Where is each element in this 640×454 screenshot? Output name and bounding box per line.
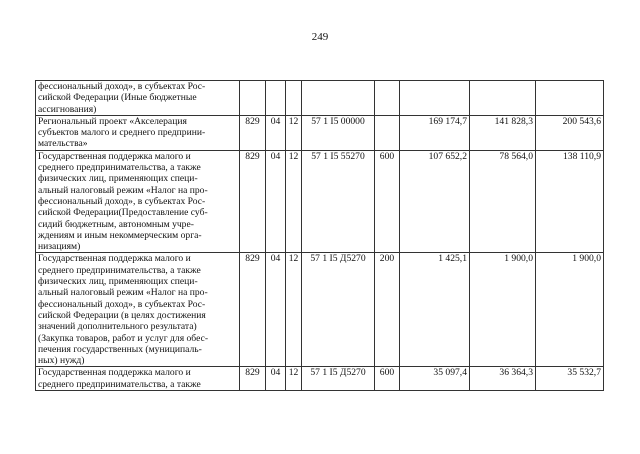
table-row xyxy=(36,115,604,150)
expense-type: 600 xyxy=(375,367,400,391)
amount-year-1: 107 652,2 xyxy=(400,150,470,253)
amount-year-1: 35 097,4 xyxy=(400,367,470,391)
amount-year-3: 138 110,9 xyxy=(536,150,604,253)
amount-year-1: 1 425,1 xyxy=(400,253,470,367)
table-row xyxy=(36,81,604,116)
amount-year-2: 1 900,0 xyxy=(470,253,536,367)
expense-type xyxy=(375,81,400,116)
target-article: 57 1 I5 55270 xyxy=(302,150,375,253)
target-article: 57 1 I5 Д5270 xyxy=(302,367,375,391)
amount-year-3: 1 900,0 xyxy=(536,253,604,367)
expense-type: 600 xyxy=(375,150,400,253)
amount-year-2: 36 364,3 xyxy=(470,367,536,391)
ministry-code: 829 xyxy=(240,115,266,150)
subsection-code: 12 xyxy=(286,253,302,367)
amount-year-1: 169 174,7 xyxy=(400,115,470,150)
target-article: 57 1 I5 Д5270 xyxy=(302,253,375,367)
expense-type: 200 xyxy=(375,253,400,367)
amount-year-3 xyxy=(536,81,604,116)
section-code: 04 xyxy=(266,115,286,150)
ministry-code: 829 xyxy=(240,150,266,253)
ministry-code xyxy=(240,81,266,116)
section-code: 04 xyxy=(266,253,286,367)
amount-year-2: 141 828,3 xyxy=(470,115,536,150)
subsection-code xyxy=(286,81,302,116)
target-article: 57 1 I5 00000 xyxy=(302,115,375,150)
subsection-code: 12 xyxy=(286,367,302,391)
budget-table xyxy=(35,80,604,391)
row-description: Региональный проект «Акселерация субъектов малого и среднего предприни- мательства» xyxy=(36,115,240,150)
target-article xyxy=(302,81,375,116)
row-description: Государственная поддержка малого и среднего предпринимательства, а также физических лиц, применяющих специ- альный налоговый режим «Налог на про- фессиональный доход», в субъектах Рос- сийской Федерации (в целях достижения значений дополнительного результата) (Закупка товаров, работ и услуг для обес- печения государственных (муниципаль- ных) нужд) xyxy=(36,253,240,367)
row-description: Государственная поддержка малого и среднего предпринимательства, а также физических лиц, применяющих специ- альный налоговый режим «Налог на про- фессиональный доход», в субъектах Рос- сийской Федерации(Предоставление суб- сидий бюджетным, автономным учре- ждениям и иным некоммерческим орга- низациям) xyxy=(36,150,240,253)
table-row xyxy=(36,367,604,391)
amount-year-3: 200 543,6 xyxy=(536,115,604,150)
table-row xyxy=(36,150,604,253)
row-description: фессиональный доход», в субъектах Рос- сийской Федерации (Иные бюджетные ассигнования) xyxy=(36,81,240,116)
page-number: 249 xyxy=(311,31,329,43)
section-code xyxy=(266,81,286,116)
ministry-code: 829 xyxy=(240,367,266,391)
subsection-code: 12 xyxy=(286,150,302,253)
row-description: Государственная поддержка малого и среднего предпринимательства, а также xyxy=(36,367,240,391)
section-code: 04 xyxy=(266,367,286,391)
amount-year-2: 78 564,0 xyxy=(470,150,536,253)
subsection-code: 12 xyxy=(286,115,302,150)
amount-year-3: 35 532,7 xyxy=(536,367,604,391)
amount-year-2 xyxy=(470,81,536,116)
section-code: 04 xyxy=(266,150,286,253)
expense-type xyxy=(375,115,400,150)
ministry-code: 829 xyxy=(240,253,266,367)
amount-year-1 xyxy=(400,81,470,116)
table-row xyxy=(36,253,604,367)
